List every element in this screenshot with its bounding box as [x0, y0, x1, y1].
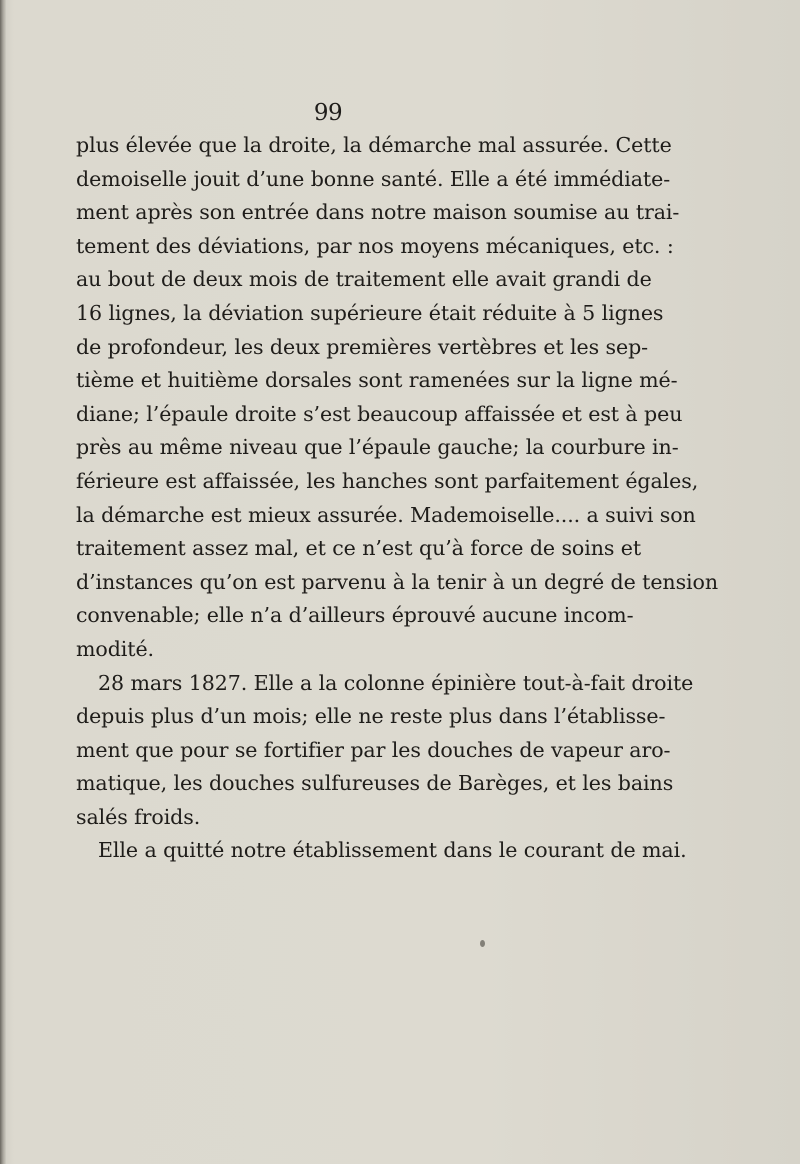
text-line: depuis plus d’un mois; elle ne reste plus dans l’établisse- — [76, 704, 666, 729]
ink-speck — [480, 940, 485, 947]
text-line: d’instances qu’on est parvenu à la tenir à un degré de tension — [76, 569, 719, 594]
paragraph-end-line: salés froids. — [76, 804, 201, 829]
text-line: diane; l’épaule droite s’est beaucoup affaissée et est à peu — [76, 401, 683, 426]
text-line: matique, les douches sulfureuses de Barèges, et les bains — [76, 771, 674, 796]
text-line: demoiselle jouit d’une bonne santé. Elle a été immédiate- — [76, 166, 671, 191]
text-line: traitement assez mal, et ce n’est qu’à force de soins et — [76, 536, 642, 561]
text-line: au bout de deux mois de traitement elle avait grandi de — [76, 267, 652, 292]
final-paragraph-line: Elle a quitté notre établissement dans le courant de mai. — [98, 838, 687, 863]
text-line: la démarche est mieux assurée. Mademoiselle.... a suivi son — [76, 502, 696, 527]
text-line: ment que pour se fortifier par les douches de vapeur aro- — [76, 737, 671, 762]
text-line: férieure est affaissée, les hanches sont parfaitement égales, — [76, 468, 699, 493]
text-line: plus élevée que la droite, la démarche mal assurée. Cette — [76, 133, 672, 157]
page-number: 99 — [313, 100, 343, 126]
text-line: tement des déviations, par nos moyens mécaniques, etc. : — [76, 233, 674, 258]
binding-edge — [0, 0, 6, 1164]
text-line: tième et huitième dorsales sont ramenées sur la ligne mé- — [76, 368, 678, 393]
paragraph-end-line: modité. — [76, 636, 155, 661]
text-line: près au même niveau que l’épaule gauche; la courbure in- — [76, 435, 679, 460]
paragraph-start-line: 28 mars 1827. Elle a la colonne épinière tout-à-fait droite — [98, 670, 694, 695]
body-text — [76, 129, 719, 868]
text-line: de profondeur, les deux premières vertèbres et les sep- — [76, 334, 649, 359]
text-line: 16 lignes, la déviation supérieure était réduite à 5 lignes — [76, 300, 664, 325]
text-line: convenable; elle n’a d’ailleurs éprouvé aucune incom- — [76, 603, 634, 628]
text-line: ment après son entrée dans notre maison soumise au trai- — [76, 200, 680, 225]
